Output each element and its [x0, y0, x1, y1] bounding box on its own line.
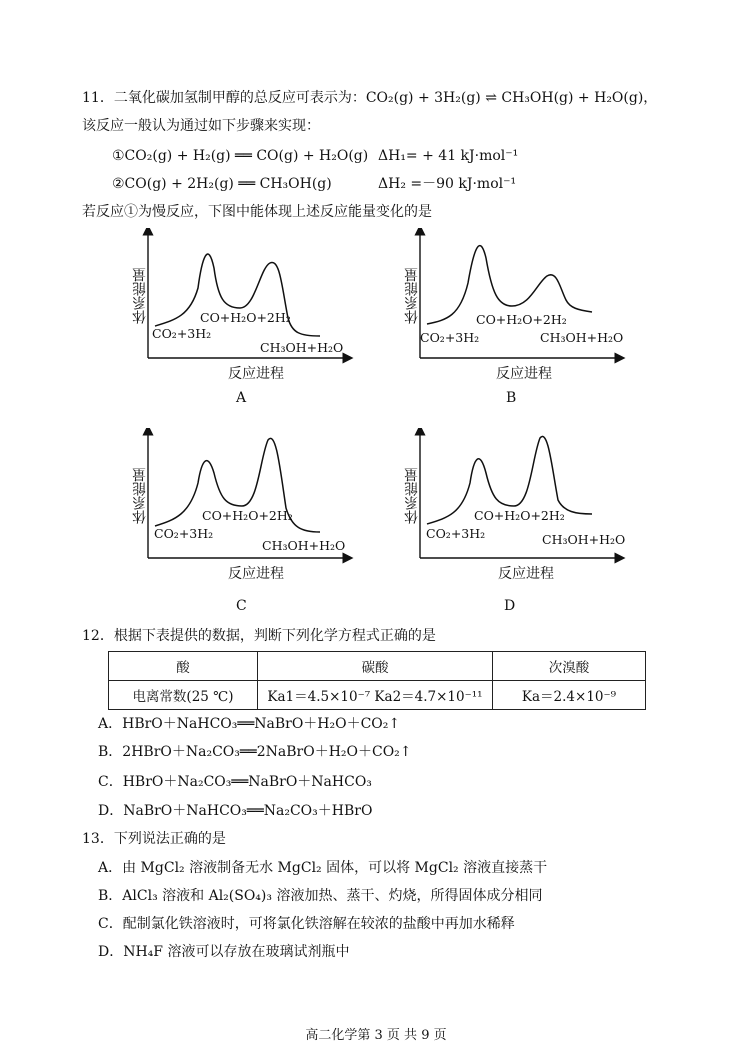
- option-letter-c: C: [236, 598, 247, 614]
- start-label: CO₂+3H₂: [426, 526, 486, 541]
- q13-option-c: C．配制氯化铁溶液时，可将氯化铁溶解在较浓的盐酸中再加水稀释: [98, 916, 515, 932]
- end-label: CH₃OH+H₂O: [260, 340, 344, 355]
- table-header-cell: 次溴酸: [493, 652, 646, 681]
- q12-option-c: C．HBrO＋Na₂CO₃══NaBrO＋NaHCO₃: [98, 774, 372, 790]
- intermediate-label: CO+H₂O+2H₂: [476, 312, 567, 327]
- start-label: CO₂+3H₂: [154, 526, 214, 541]
- q11-step2-enthalpy: ΔH₂ =－90 kJ·mol⁻¹: [378, 176, 517, 192]
- q11-stem-line3: 若反应①为慢反应，下图中能体现上述反应能量变化的是: [82, 204, 432, 220]
- q13-option-d: D．NH₄F 溶液可以存放在玻璃试剂瓶中: [98, 944, 350, 960]
- q12-stem: 12．根据下表提供的数据，判断下列化学方程式正确的是: [82, 628, 436, 644]
- table-cell: 电离常数(25 ℃): [109, 681, 258, 710]
- q13-option-a: A．由 MgCl₂ 溶液制备无水 MgCl₂ 固体，可以将 MgCl₂ 溶液直接蒸干: [98, 860, 548, 876]
- table-header-row: [109, 652, 646, 681]
- x-axis-label: 反应进程: [496, 366, 552, 382]
- x-axis-label: 反应进程: [498, 566, 554, 582]
- q11-stem-line1: 11．二氧化碳加氢制甲醇的总反应可表示为：CO₂(g) + 3H₂(g) ⇌ CH₃OH(g) + H₂O(g)，: [82, 90, 658, 106]
- q11-step2-equation: ②CO(g) + 2H₂(g) ══ CH₃OH(g): [112, 176, 332, 192]
- q11-step1-enthalpy: ΔH₁= + 41 kJ·mol⁻¹: [378, 148, 519, 164]
- table-header-cell: 碳酸: [258, 652, 493, 681]
- end-label: CH₃OH+H₂O: [262, 538, 346, 553]
- q12-option-b: B．2HBrO＋Na₂CO₃══2NaBrO＋H₂O＋CO₂↑: [98, 744, 412, 760]
- end-label: CH₃OH+H₂O: [540, 330, 624, 345]
- y-axis-label: 体系能量: [132, 268, 148, 324]
- start-label: CO₂+3H₂: [152, 326, 212, 341]
- intermediate-label: CO+H₂O+2H₂: [200, 310, 291, 325]
- option-letter-a: A: [236, 390, 247, 406]
- q13-option-b: B．AlCl₃ 溶液和 Al₂(SO₄)₃ 溶液加热、蒸干、灼烧，所得固体成分相同: [98, 888, 543, 904]
- q11-stem-line2: 该反应一般认为通过如下步骤来实现：: [82, 118, 320, 134]
- start-label: CO₂+3H₂: [420, 330, 480, 345]
- end-label: CH₃OH+H₂O: [542, 532, 626, 547]
- option-letter-b: B: [506, 390, 517, 406]
- x-axis-label: 反应进程: [228, 366, 284, 382]
- energy-graph-c-plot: [120, 428, 360, 618]
- energy-graph-d-plot: [392, 428, 632, 618]
- table-row: [109, 681, 646, 710]
- energy-graph-b: [392, 228, 632, 418]
- q13-stem: 13．下列说法正确的是: [82, 831, 226, 847]
- q12-option-a: A．HBrO＋NaHCO₃══NaBrO＋H₂O＋CO₂↑: [98, 716, 401, 732]
- intermediate-label: CO+H₂O+2H₂: [474, 508, 565, 523]
- page-footer: 高二化学第 3 页 共 9 页: [305, 1028, 447, 1043]
- x-axis-label: 反应进程: [228, 566, 284, 582]
- energy-graph-c: [120, 428, 360, 618]
- y-axis-label: 体系能量: [404, 468, 420, 524]
- option-letter-d: D: [504, 598, 516, 614]
- q11-step1-equation: ①CO₂(g) + H₂(g) ══ CO(g) + H₂O(g): [112, 148, 369, 164]
- y-axis-label: 体系能量: [132, 468, 148, 524]
- q12-option-d: D．NaBrO＋NaHCO₃══Na₂CO₃＋HBrO: [98, 803, 373, 819]
- ionization-constant-table: [108, 651, 646, 710]
- table-cell: Ka＝2.4×10⁻⁹: [493, 681, 646, 710]
- energy-graph-a: [120, 228, 360, 418]
- table-header-cell: 酸: [109, 652, 258, 681]
- table-cell: Ka1＝4.5×10⁻⁷ Ka2＝4.7×10⁻¹¹: [258, 681, 493, 710]
- y-axis-label: 体系能量: [404, 268, 420, 324]
- energy-graph-d: [392, 428, 632, 618]
- intermediate-label: CO+H₂O+2H₂: [202, 508, 293, 523]
